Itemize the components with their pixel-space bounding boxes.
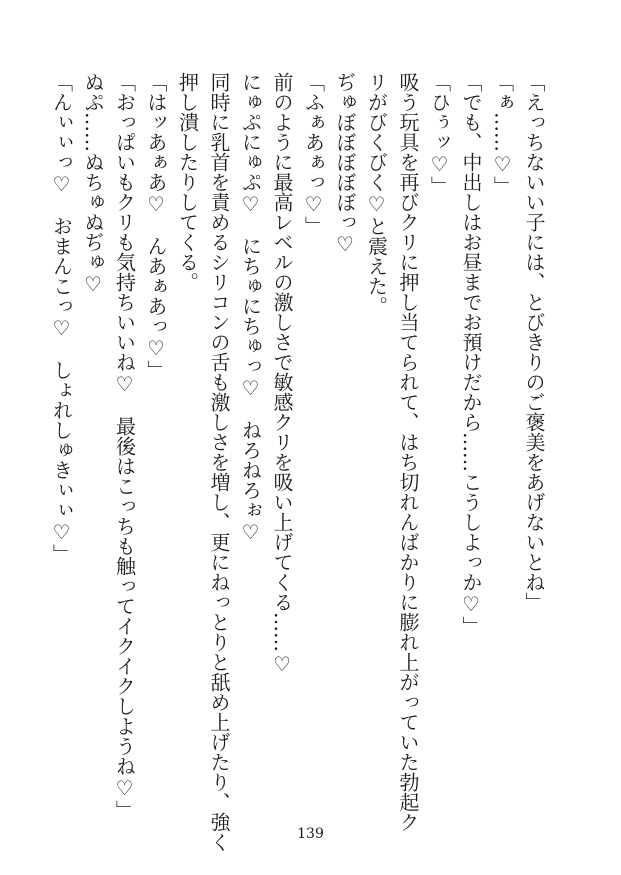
- page-number: 139: [297, 826, 324, 842]
- text-line: 吸う玩具を再びクリに押し当てられて、はち切れんばかりに膨れ上がっていた勃起ク: [396, 72, 420, 832]
- text-line: 「えっちないい子には、とびきりのご褒美をあげないとね」: [522, 72, 546, 612]
- text-line: 「ふぁあぁっ♡」: [301, 72, 326, 236]
- text-line: 「でも、中出しはお昼までお預けだから……こうしよっか♡」: [459, 72, 483, 636]
- text-line: 押し潰したりしてくる。: [175, 72, 200, 292]
- text-line: リがびくびく♡と震えた。: [364, 72, 389, 316]
- text-line: 「ぁ……♡」: [490, 72, 515, 196]
- text-line: 「ひぅッ♡」: [427, 72, 452, 196]
- text-line: 「はッあぁあ♡ んあぁあっ♡」: [144, 72, 168, 380]
- text-line: 前のように最高レベルの激しさで敏感クリを吸い上げてくる……♡: [270, 72, 294, 676]
- text-line: 「おっぱいもクリも気持ちいいね♡ 最後はこっちも触ってイクイクしようね♡」: [112, 72, 137, 820]
- text-line: 「んぃぃっ♡ おまんこっ♡ しょれしゅきぃぃ♡」: [49, 72, 74, 564]
- text-line: にゅぷにゅぷ♡ にちゅにちゅっ♡ ねろねろぉ♡: [238, 72, 263, 544]
- text-line: 同時に乳首を責めるシリコンの舌も激しさを増し、更にねっとりと舐め上げたり、強く: [207, 72, 231, 852]
- text-line: ぢゅぼぼぼぼぼっ♡: [333, 72, 357, 256]
- text-line: ぬぷ……ぬちゅぬぢゅ♡: [81, 72, 105, 296]
